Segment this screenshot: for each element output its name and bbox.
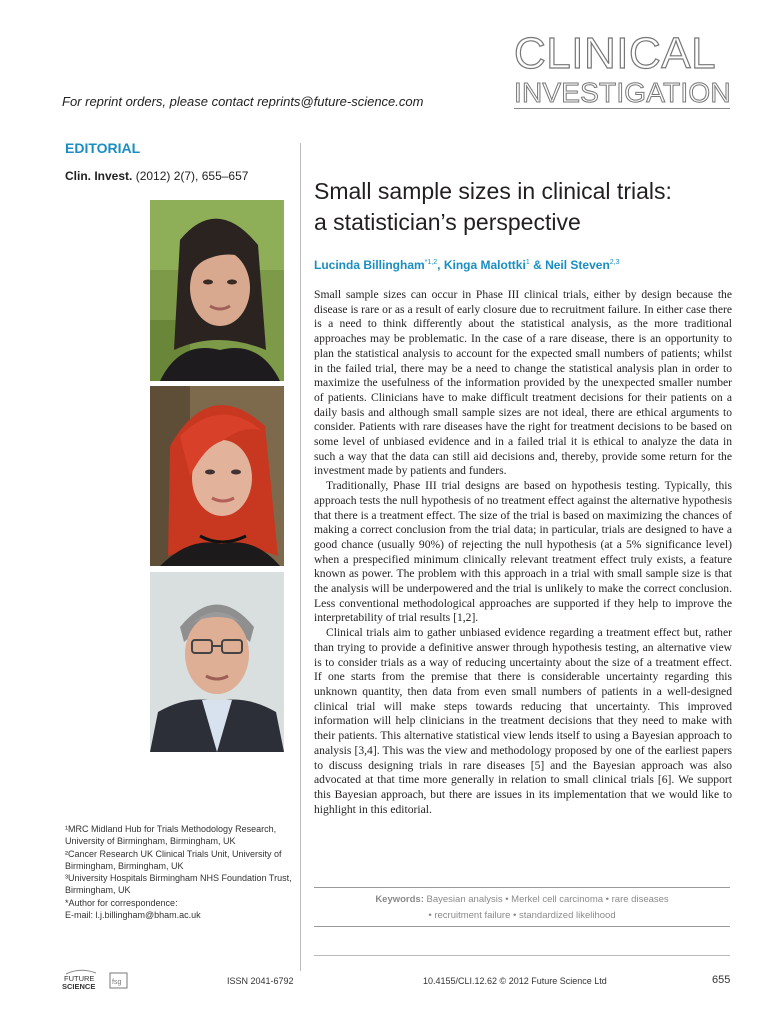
affiliations (65, 823, 293, 921)
portrait-1-illustration (150, 200, 284, 381)
citation-journal: Clin. Invest. (65, 169, 133, 183)
article-body (314, 288, 732, 817)
keywords-list-2: • recruitment failure • standardized likelihood (428, 910, 616, 921)
issn: ISSN 2041-6792 (227, 976, 294, 986)
citation-detail: (2012) 2(7), 655–657 (132, 169, 249, 183)
correspondence-email[interactable]: E-mail: l.j.billingham@bham.ac.uk (65, 910, 201, 921)
journal-logo-line2: INVESTIGATION (514, 77, 731, 108)
keywords-line-1 (314, 892, 730, 908)
article-title (314, 176, 734, 238)
affiliation-2: ²Cancer Research UK Clinical Trials Unit, University of Birmingham, Birmingham, UK (65, 848, 282, 871)
portrait-3-illustration (150, 572, 284, 752)
body-paragraph: Clinical trials aim to gather unbiased evidence regarding a treatment effect but, rather than trying to provide a definitive answer through hypothesis testing, an alternative view is to consider trials as a way of reducing uncertainty about the size of a treatment effect. If one starts from the premise that there is considerable uncertainty regarding this unknown quantity, then data from even small numbers of patients in a well-designed clinical trial will make steps towards reducing that uncertainty. This improved information will help clinicians in the treatment decisions that they need to make with their patients. This alternative statistical view lends itself to using a Bayesian approach to analysis [3,4]. This was the view and methodology proposed by one of the earliest papers to discuss designing trials in rare diseases [5] and the Bayesian approach was also advocated at that time more generally in relation to small clinical trials [6]. We support this Bayesian approach, but there are issues in its implementation that we would like to highlight in this editorial. (314, 626, 732, 816)
journal-logo-line1: CLINICAL (514, 29, 717, 78)
portrait-2-illustration (150, 386, 284, 566)
author-name: Neil Steven (545, 258, 610, 272)
title-line-1: Small sample sizes in clinical trials: (314, 178, 672, 204)
author-photo-billingham (150, 200, 284, 381)
logo-text-future: FUTURE (64, 974, 95, 983)
author-name: Kinga Malottki (443, 258, 526, 272)
author-list (314, 258, 620, 272)
affiliation-1: ¹MRC Midland Hub for Trials Methodology Research, University of Birmingham, Birmingham, UK (65, 824, 277, 847)
keywords-list-1: Bayesian analysis • Merkel cell carcinoma • rare diseases (423, 894, 669, 905)
author-separator: & (529, 258, 546, 272)
publisher-logo (62, 965, 132, 991)
author-photo-malottki (150, 386, 284, 566)
author-separator: , (437, 258, 444, 272)
body-paragraph: Small sample sizes can occur in Phase III clinical trials, either by design because the disease is rare or as a result of early closure due to recruitment failure. In either case there is a need to think differently about the statistical analysis, as the more traditional approaches may be problematic. In the case of a rare disease, there is an opportunity to plan the statistical analysis to account for the expected small numbers of patients; whilst in the failed trial, there may be a need to change the statistical analysis plan in order to maximize the usefulness of the information provided by the unexpected smaller number of patients. Clinicians have to make difficult treatment decisions for their patients on a daily basis and although small sample sizes are not ideal, there are ethical arguments to consider. Patients with rare diseases have the right for treatment decisions to be based on some level of unbiased evidence and in a failed trial it is ethical to analyze the data in such a way that the data can still aid decisions and, thereby, provide some return for the investment made by patients and funders. (314, 288, 732, 478)
author-photo-steven (150, 572, 284, 752)
body-paragraph: Traditionally, Phase III trial designs are based on hypothesis testing. Typically, this approach tests the null hypothesis of no treatment effect against the alternative hypothesis that there is a treatment effect. The size of the trial is based on maximizing the chances of making a correct conclusion from the trial data; in particular, trials are designed to have a good chance (usually 90%) of rejecting the null hypothesis (at a 5% significance level) when a prespecified minimum clinically relevant treatment effect truly exists, a feature known as power. The problem with this approach in a trial with small sample size is that the analysis will be underpowered and the trial is unlikely to make the correct conclusion. Less conventional methodological approaches are supported if they help to improve the interpretability of trial results [1,2]. (314, 479, 732, 625)
page-number: 655 (712, 974, 731, 986)
citation (65, 169, 248, 183)
column-divider (300, 143, 301, 971)
author-affil-marker: *1,2 (424, 259, 438, 266)
logo-rule (514, 108, 730, 109)
title-line-2: a statistician’s perspective (314, 209, 581, 235)
author-affil-marker: 2,3 (609, 259, 620, 266)
author-affil-marker: 1 (525, 259, 530, 266)
future-science-logo-icon (62, 965, 132, 991)
logo-badge: fsg (112, 979, 122, 986)
correspondence-label: *Author for correspondence: (65, 897, 178, 908)
affiliation-3: ³University Hospitals Birmingham NHS Foundation Trust, Birmingham, UK (65, 873, 292, 896)
author-name: Lucinda Billingham (314, 258, 425, 272)
doi-copyright[interactable]: 10.4155/CLI.12.62 © 2012 Future Science Ltd (423, 976, 607, 986)
keywords-box (314, 887, 730, 927)
footer-rule (314, 955, 730, 956)
logo-text-science: SCIENCE (62, 982, 96, 991)
reprint-notice: For reprint orders, please contact reprints@future-science.com (62, 94, 424, 109)
section-label: EDITORIAL (65, 140, 141, 156)
keywords-label: Keywords: (375, 894, 424, 905)
